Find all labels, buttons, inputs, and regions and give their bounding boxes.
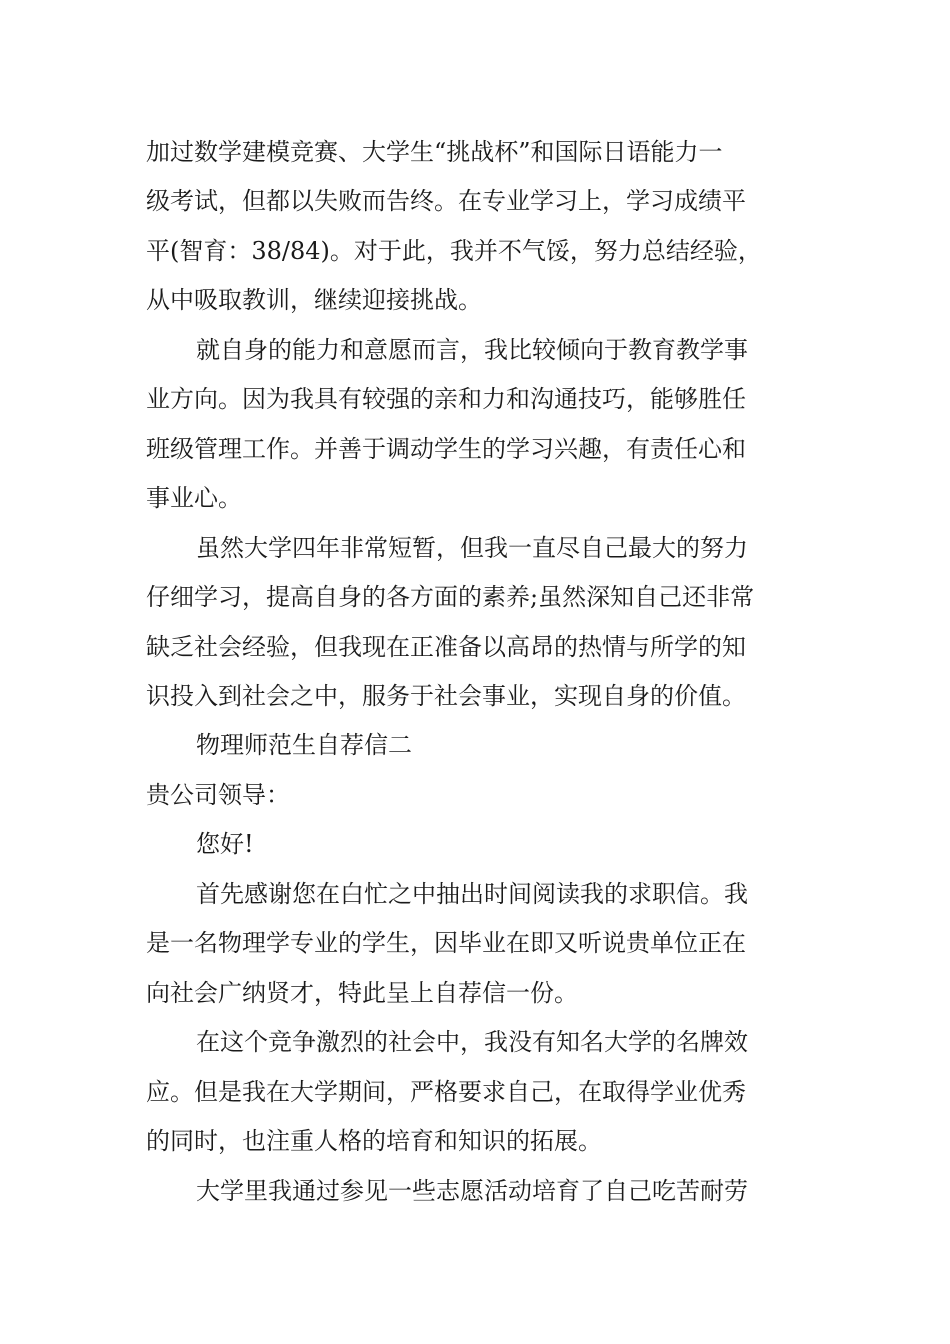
section-title: 物理师范生自荐信二	[196, 731, 412, 759]
paragraph-start: 大学里我通过参见一些志愿活动培育了自己吃苦耐劳	[196, 1177, 748, 1205]
text-line: 仔细学习，提高自身的各方面的素养;虽然深知自己还非常	[146, 583, 755, 611]
text-line: 平(智育：38/84)。对于此，我并不气馁，努力总结经验，	[146, 237, 762, 265]
salutation: 贵公司领导：	[146, 781, 290, 809]
text-line: 缺乏社会经验，但我现在正准备以高昂的热情与所学的知	[146, 633, 746, 661]
paragraph-start: 就自身的能力和意愿而言，我比较倾向于教育教学事	[196, 336, 748, 364]
text-line: 班级管理工作。并善于调动学生的学习兴趣，有责任心和	[146, 435, 746, 463]
text-line: 事业心。	[146, 484, 242, 512]
text-line: 级考试，但都以失败而告终。在专业学习上，学习成绩平	[146, 187, 746, 215]
paragraph-start: 首先感谢您在白忙之中抽出时间阅读我的求职信。我	[196, 880, 748, 908]
paragraph-start: 在这个竞争激烈的社会中，我没有知名大学的名牌效	[196, 1028, 748, 1056]
greeting: 您好!	[196, 830, 254, 858]
text-line: 业方向。因为我具有较强的亲和力和沟通技巧，能够胜任	[146, 385, 746, 413]
text-line: 是一名物理学专业的学生，因毕业在即又听说贵单位正在	[146, 929, 746, 957]
text-line: 加过数学建模竞赛、大学生“挑战杯”和国际日语能力一	[146, 138, 723, 166]
text-line: 应。但是我在大学期间，严格要求自己，在取得学业优秀	[146, 1078, 746, 1106]
text-line: 的同时，也注重人格的培育和知识的拓展。	[146, 1127, 602, 1155]
text-line: 向社会广纳贤才，特此呈上自荐信一份。	[146, 979, 578, 1007]
paragraph-start: 虽然大学四年非常短暂，但我一直尽自己最大的努力	[196, 534, 748, 562]
text-line: 识投入到社会之中，服务于社会事业，实现自身的价值。	[146, 682, 746, 710]
text-line: 从中吸取教训，继续迎接挑战。	[146, 286, 482, 314]
